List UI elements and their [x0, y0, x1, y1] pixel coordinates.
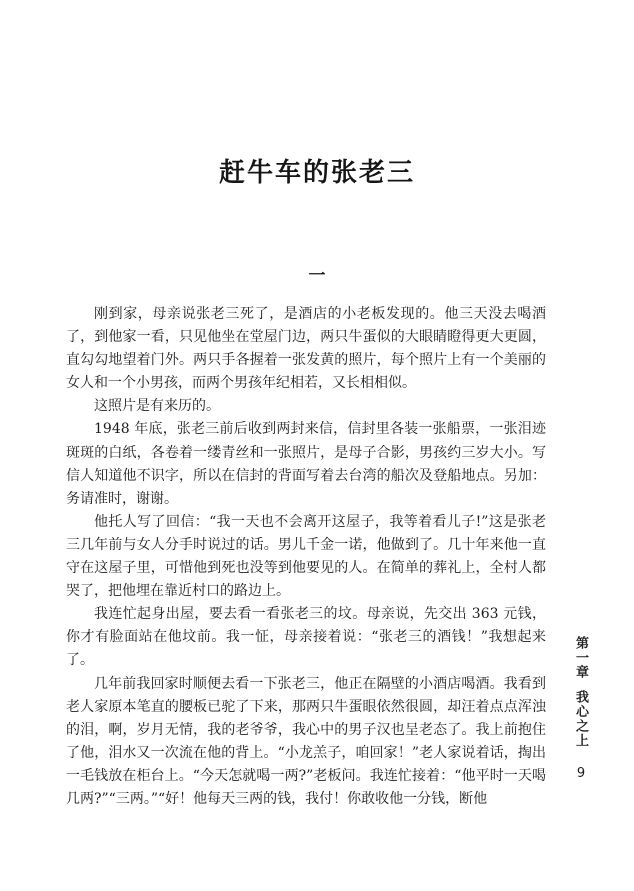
paragraph: 几年前我回家时顺便去看一下张老三，他正在隔壁的小酒店喝酒。我看到老人家原本笔直的腰板已驼了下来，那两只牛蛋眼依然很圆，却汪着点点浑浊的泪，啊，岁月无情，我的老爷爷，我心中的男子汉也呈老态了。我上前抱住了他，泪水又一次流在他的背上。“小龙羔子，咱回家！”老人家说着话，掏出一毛钱放在柜台上。“今天怎就喝一两?”老板问。我连忙接着：“他平时一天喝几两?”“三两。”“好！他每天三两的钱，我付！你敢收他一分钱，断他	[66, 675, 546, 807]
page-title: 赶牛车的张老三	[218, 158, 415, 188]
chapter-number-label: 第一章	[573, 636, 588, 680]
chapter-title-label: 我心之上	[573, 689, 588, 748]
paragraph: 刚到家，母亲说张老三死了，是酒店的小老板发现的。他三天没去喝酒了，到他家一看，只见他坐在堂屋门边，两只牛蛋似的大眼睛瞪得更大更圆，直勾勾地望着门外。两只手各握着一张发黄的照片，每个照片上有一个美丽的女人和一个小男孩，而两个男孩年纪相若，又长相相似。	[66, 306, 546, 392]
body-text	[66, 303, 546, 811]
paragraph: 这照片是有来历的。	[94, 398, 220, 415]
paragraph: 我连忙起身出屋，要去看一看张老三的坟。母亲说，先交出 363 元钱，你才有脸面站在他坟前。我一怔，母亲接着说：“张老三的酒钱！”我想起来了。	[66, 606, 546, 669]
paragraph: 1948 年底，张老三前后收到两封来信，信封里各装一张船票，一张泪迹斑斑的白纸，各卷着一缕青丝和一张照片，是母子合影，男孩约三岁大小。写信人知道他不识字，所以在信封的背面写着去台湾的船次及登船地点。另加：务请准时，谢谢。	[66, 421, 546, 507]
paragraph: 他托人写了回信：“我一天也不会离开这屋子，我等着看儿子!”这是张老三几年前与女人分手时说过的话。男儿千金一诺，他做到了。几十年来他一直守在这屋子里，可惜他到死也没等到他要见的人。在简单的葬礼上，全村人都哭了，把他埋在靠近村口的路边上。	[66, 513, 546, 600]
section-marker: 一	[308, 266, 326, 286]
page-number: 9	[576, 766, 586, 781]
margin-chapter-marker	[571, 636, 590, 748]
